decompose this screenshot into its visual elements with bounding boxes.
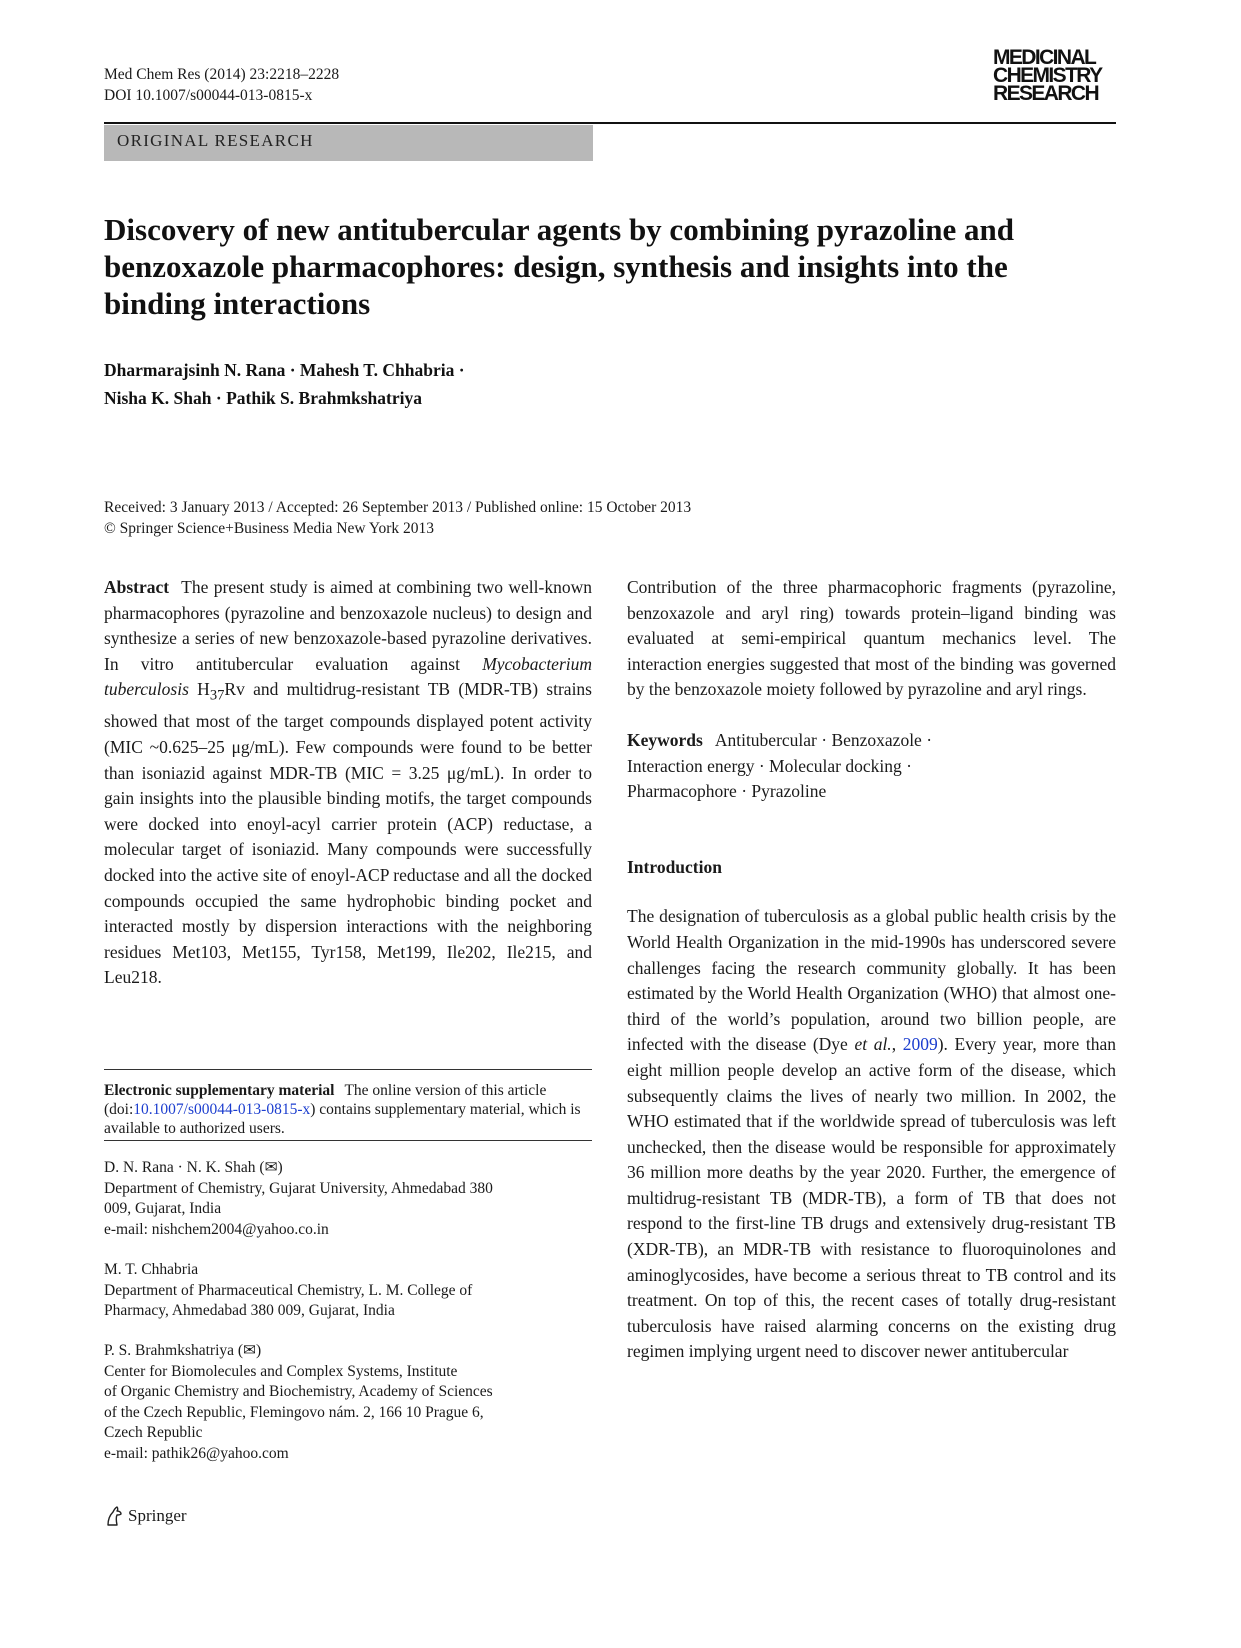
keywords-line-2: Interaction energy · Molecular docking ·	[627, 755, 912, 776]
strain-subscript: 37	[209, 687, 225, 704]
intro-text-1: The designation of tuberculosis as a global public health crisis by the World Health Organization in the mid-1990s has underscored severe challenges facing the research community globally. It has been estimated by the World Health Organization (WHO) that almost one-third of the world’s population, around two billion people, are infected with the disease (Dye	[627, 906, 1116, 1055]
affiliation-line: Center for Biomolecules and Complex Systems, Institute	[104, 1362, 458, 1380]
section-banner: ORIGINAL RESEARCH	[104, 125, 593, 161]
affiliation-line: of the Czech Republic, Flemingovo nám. 2, 166 10 Prague 6,	[104, 1403, 484, 1421]
affiliation-line: 009, Gujarat, India	[104, 1200, 222, 1217]
page-footer	[104, 1505, 187, 1527]
citation-link[interactable]: 2009	[902, 1034, 938, 1055]
authors-line-1: Dharmarajsinh N. Rana · Mahesh T. Chhabria ·	[104, 360, 465, 380]
abstract	[104, 575, 592, 991]
authors-line-2: Nisha K. Shah · Pathik S. Brahmkshatriya	[104, 388, 422, 408]
doi-line: DOI 10.1007/s00044-013-0815-x	[104, 87, 313, 104]
copyright-line: © Springer Science+Business Media New York 2013	[104, 520, 435, 537]
intro-etal: et al.	[854, 1034, 892, 1055]
abstract-label: Abstract	[104, 577, 170, 597]
keywords-line-1: Antitubercular · Benzoxazole ·	[714, 729, 933, 750]
keywords-line-3: Pharmacophore · Pyrazoline	[627, 781, 827, 802]
esm-divider	[104, 1069, 592, 1070]
introduction-text: The designation of tuberculosis as a global public health crisis by the World Health Organization in the mid-1990s has underscored severe challenges facing the research community globally. It has been estimated by the World Health Organization (WHO) that almost one-third of the world’s population, around two billion people, are infected with the disease (Dye et al., 2009). Every year, more than eight million people develop an active form of the disease, which subsequently claims the lives of nearly two million. In 2002, the WHO estimated that if the worldwide spread of tuberculosis was left unchecked, then the disease would be responsible for approximately 36 million more deaths by the year 2020. Further, the emergence of multidrug-resistant TB (MDR-TB), a form of TB that does not respond to the first-line TB drugs and extensively drug-resistant TB (XDR-TB), an MDR-TB with resistance to fluoroquinolones and aminoglycosides, have become a serious threat to TB control and its treatment. On top of this, the recent cases of totally drug-resistant tuberculosis have raised alarming concerns on the existing drug regimen implying urgent need to discover newer antitubercular	[627, 906, 1117, 1362]
organism-name: Mycobacterium tuberculosis	[104, 653, 593, 700]
esm-doi-link[interactable]: 10.1007/s00044-013-0815-x	[133, 1101, 311, 1118]
header-rule	[104, 122, 1116, 124]
received-accepted-line: Received: 3 January 2013 / Accepted: 26 September 2013 / Published online: 15 October 2013	[104, 499, 692, 516]
citation-line: Med Chem Res (2014) 23:2218–2228	[104, 66, 340, 83]
affiliation-line: Pharmacy, Ahmedabad 380 009, Gujarat, India	[104, 1302, 395, 1319]
esm-text-before: The online version of this article (doi:	[104, 1082, 547, 1118]
author-list	[104, 356, 465, 412]
affiliation-names: M. T. Chhabria	[104, 1261, 199, 1278]
springer-horse-icon	[104, 1505, 124, 1527]
affiliation-3	[104, 1341, 592, 1464]
publication-dates	[104, 497, 691, 539]
logo-line-2: CHEMISTRY	[993, 64, 1102, 87]
abstract-text-2: Rv and multidrug-resistant TB (MDR-TB) strains showed that most of the target compounds displayed potent activity (MIC ~0.625–25 μg/mL). Few compounds were found to be better than isoniazid against MDR-TB (MIC = 3.25 μg/mL). In order to gain insights into the plausible binding motifs, the target compounds were docked into enoyl-acyl carrier protein (ACP) reductase, a molecular target of isoniazid. Many compounds were successfully docked into the active site of enoyl-ACP reductase and all the docked compounds occupied the same hydrophobic binding pocket and interacted mostly by dispersion interactions with the neighboring residues Met103, Met155, Tyr158, Met199, Ile202, Ile215, and Leu218.	[104, 679, 592, 988]
logo-line-1: MEDICINAL	[993, 46, 1096, 69]
affiliation-line: of Organic Chemistry and Biochemistry, Academy of Sciences	[104, 1383, 493, 1400]
intro-text-2: ). Every year, more than eight million people develop an active form of the disease, which subsequently claims the lives of nearly two million. In 2002, the WHO estimated that if the worldwide spread of tuberculosis was left unchecked, then the disease would be responsible for approximately 36 million more deaths by the year 2020. Further, the emergence of multidrug-resistant TB (MDR-TB), a form of TB that does not respond to the first-line TB drugs and extensively drug-resistant TB (XDR-TB), an MDR-TB with resistance to fluoroquinolones and aminoglycosides, have become a serious threat to TB control and its treatment. On top of this, the recent cases of totally drug-resistant tuberculosis have raised alarming concerns on the existing drug regimen implying urgent need to discover newer antitubercular	[627, 1034, 1117, 1362]
esm-label: Electronic supplementary material	[104, 1082, 335, 1099]
affiliation-line: Czech Republic	[104, 1424, 203, 1441]
abstract-continued: Contribution of the three pharmacophoric fragments (pyrazoline, benzoxazole and aryl ring) towards protein–ligand binding was evaluated at semi-empirical quantum mechanics level. The interaction energies suggested that most of the binding was governed by the benzoxazole moiety followed by pyrazoline and aryl rings.	[627, 577, 1116, 700]
keywords	[627, 728, 1116, 805]
strain-h: H	[197, 679, 210, 700]
affiliation-2	[104, 1260, 592, 1322]
abstract-text-1: The present study is aimed at combining two well-known pharmacophores (pyrazoline and benzoxazole nucleus) to design and synthesize a series of new benzoxazole-based pyrazoline derivatives. In vitro antitubercular evaluation against	[104, 577, 592, 674]
esm-text-after: ) contains supplementary material, which is available to authorized users.	[104, 1101, 581, 1137]
logo-line-3: RESEARCH	[993, 82, 1099, 105]
affiliation-1	[104, 1158, 592, 1240]
affiliation-email: e-mail: nishchem2004@yahoo.co.in	[104, 1220, 329, 1238]
publisher-name: Springer	[128, 1506, 187, 1525]
introduction-heading: Introduction	[627, 856, 722, 877]
affiliation-line: Department of Pharmaceutical Chemistry, L. M. College of	[104, 1281, 473, 1299]
affiliation-names: P. S. Brahmkshatriya (✉)	[104, 1342, 262, 1359]
journal-logo	[993, 46, 1116, 105]
keywords-label: Keywords	[627, 729, 703, 750]
right-column	[627, 575, 1116, 1365]
affiliation-line: Department of Chemistry, Gujarat University, Ahmedabad 380	[104, 1179, 493, 1197]
journal-citation	[104, 64, 339, 106]
affiliation-divider	[104, 1140, 592, 1141]
affiliation-names: D. N. Rana · N. K. Shah (✉)	[104, 1159, 283, 1176]
article-title: Discovery of new antitubercular agents by combining pyrazoline and benzoxazole pharmacophores: design, synthesis and insights into the binding interactions	[104, 212, 1014, 321]
affiliation-email: e-mail: pathik26@yahoo.com	[104, 1444, 289, 1462]
supplementary-note	[104, 1081, 592, 1138]
